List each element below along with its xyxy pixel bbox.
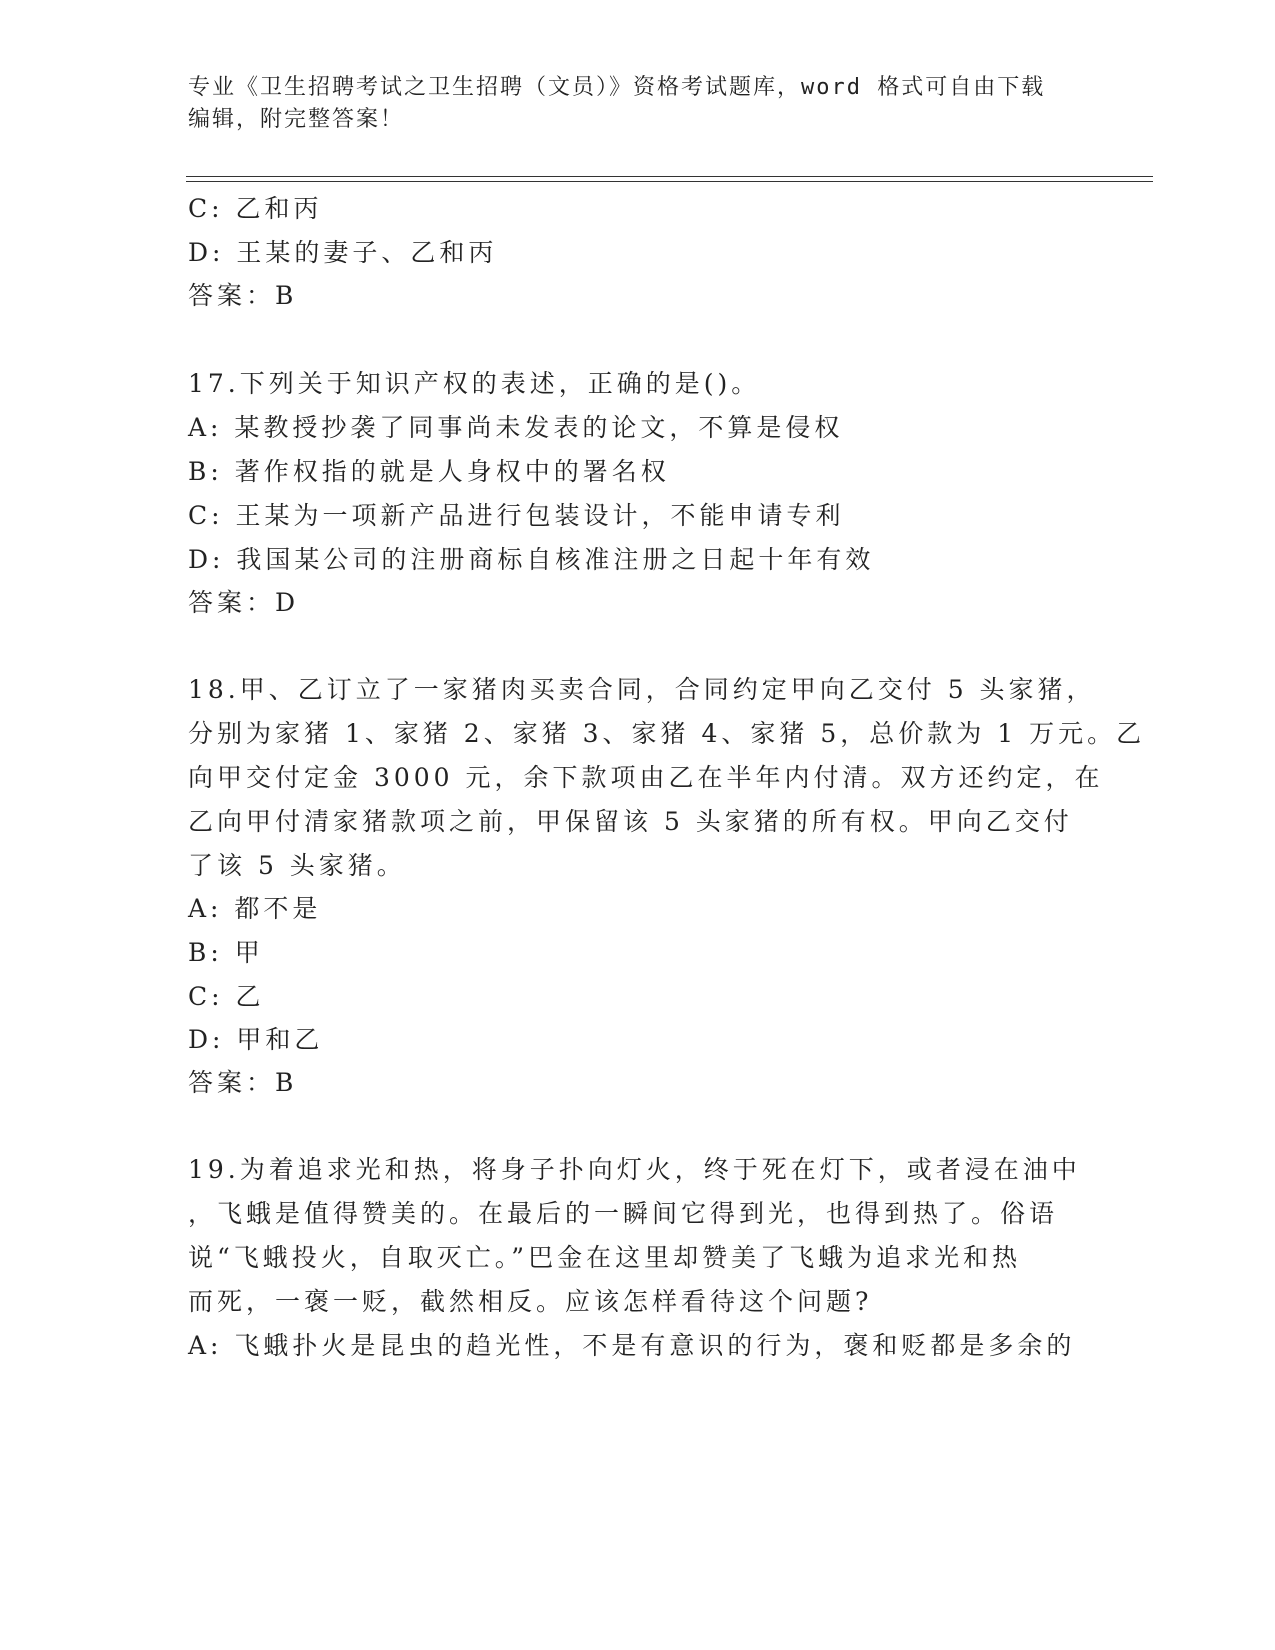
header-rule-bottom	[186, 181, 1153, 182]
q19-stem-line: 说“飞蛾投火，自取灭亡。”巴金在这里却赞美了飞蛾为追求光和热	[188, 1243, 1022, 1272]
q18-stem-line: 分别为家猪 1、家猪 2、家猪 3、家猪 4、家猪 5，总价款为 1 万元。乙	[188, 719, 1146, 748]
prev-answer: 答案：B	[188, 281, 298, 310]
q18-stem-line: 18.甲、乙订立了一家猪肉买卖合同，合同约定甲向乙交付 5 头家猪，	[188, 675, 1096, 704]
q17-option-c: C: 王某为一项新产品进行包装设计，不能申请专利	[188, 501, 845, 530]
q18-option-a: A: 都不是	[188, 894, 322, 923]
q19-option-a: A: 飞蛾扑火是昆虫的趋光性，不是有意识的行为，褒和贬都是多余的	[188, 1331, 1076, 1360]
q18-option-c: C: 乙	[188, 982, 265, 1011]
q18-stem-line: 向甲交付定金 3000 元，余下款项由乙在半年内付清。双方还约定，在	[188, 763, 1104, 792]
q18-stem-line: 了该 5 头家猪。	[188, 851, 406, 880]
prev-option-c: C: 乙和丙	[188, 194, 323, 223]
q18-answer: 答案：B	[188, 1068, 298, 1097]
q19-stem-line: 19.为着追求光和热，将身子扑向灯火，终于死在灯下，或者浸在油中	[188, 1155, 1081, 1184]
q19-stem-line: 而死，一褒一贬，截然相反。应该怎样看待这个问题?	[188, 1287, 873, 1316]
q17-option-a: A: 某教授抄袭了同事尚未发表的论文，不算是侵权	[188, 413, 844, 442]
q17-stem: 17.下列关于知识产权的表述，正确的是()。	[188, 369, 761, 398]
q17-option-d: D: 我国某公司的注册商标自核准注册之日起十年有效	[188, 545, 875, 574]
header-line-2: 编辑，附完整答案！	[188, 107, 405, 132]
header-rule-top	[186, 176, 1153, 177]
q19-stem-line: ，飞蛾是值得赞美的。在最后的一瞬间它得到光，也得到热了。俗语	[188, 1199, 1059, 1228]
q17-option-b: B: 著作权指的就是人身权中的署名权	[188, 457, 670, 486]
q18-option-b: B: 甲	[188, 938, 264, 967]
header-line-1: 专业《卫生招聘考试之卫生招聘（文员）》资格考试题库，word 格式可自由下载	[188, 75, 1046, 100]
prev-option-d: D: 王某的妻子、乙和丙	[188, 238, 498, 267]
document-header	[188, 72, 1068, 136]
q18-stem-line: 乙向甲付清家猪款项之前，甲保留该 5 头家猪的所有权。甲向乙交付	[188, 807, 1073, 836]
q18-option-d: D: 甲和乙	[188, 1025, 324, 1054]
q17-answer: 答案：D	[188, 588, 300, 617]
